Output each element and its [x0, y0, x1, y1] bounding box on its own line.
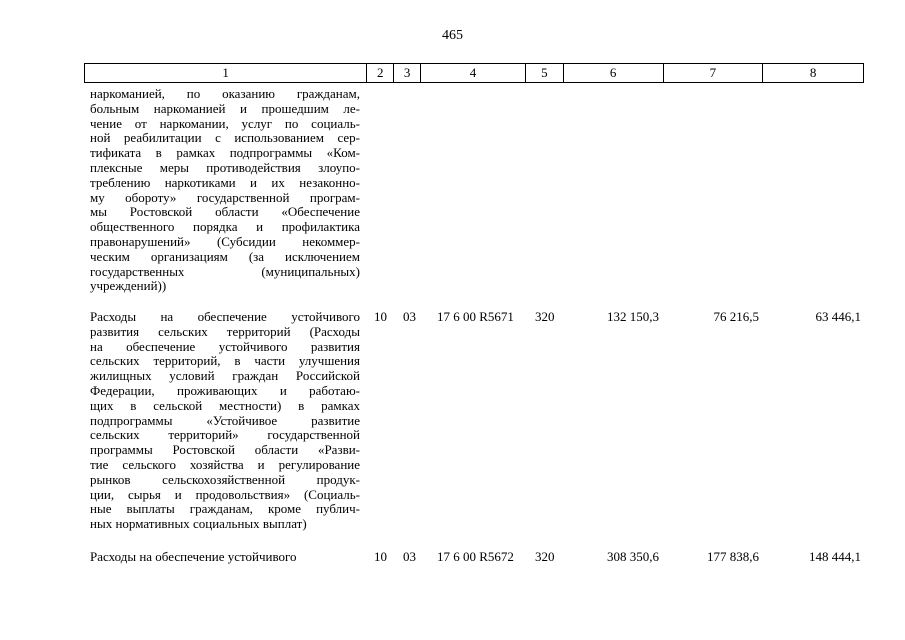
description-line: сельских территорий, в части улучшения	[90, 353, 360, 369]
description-line: Федерации, проживающих и работаю-	[90, 382, 360, 398]
cell-section: 10	[374, 309, 387, 324]
description-line: чение от наркомании, услуг по социаль-	[90, 115, 360, 131]
header-col-1: 1	[85, 64, 367, 82]
description-line: общественного порядка и профилактика	[90, 219, 360, 235]
description-line: сельских территорий» государственной	[90, 427, 360, 443]
header-col-4: 4	[421, 64, 526, 82]
cell-amount-2: 76 216,5	[713, 309, 759, 324]
cell-amount-3: 148 444,1	[809, 549, 861, 564]
cell-amount-3: 63 446,1	[815, 309, 861, 324]
description-line: плексные меры противодействия злоупо-	[90, 159, 360, 175]
description-line: подпрограммы «Устойчивое развитие	[90, 412, 360, 428]
cell-amount-total: 132 150,3	[607, 309, 659, 324]
description-line: государственных (муниципальных)	[90, 263, 360, 279]
table-header	[84, 63, 864, 83]
table-row-description	[90, 310, 360, 532]
description-line: ных нормативных социальных выплат)	[90, 516, 307, 532]
table-row-description	[90, 550, 360, 565]
description-line: жилищных условий граждан Российской	[90, 368, 360, 384]
description-line: ные выплаты гражданам, кроме публич-	[90, 501, 360, 517]
cell-subsection: 03	[403, 549, 416, 564]
description-line: учреждений))	[90, 278, 167, 294]
page-number: 465	[442, 28, 463, 43]
description-line: ной реабилитации с использованием сер-	[90, 130, 360, 146]
header-col-2: 2	[367, 64, 394, 82]
cell-subsection: 03	[403, 309, 416, 324]
description-line: наркоманией, по оказанию гражданам,	[90, 86, 360, 101]
cell-section: 10	[374, 549, 387, 564]
description-line: рынков сельскохозяйственной продук-	[90, 471, 360, 487]
description-line: Расходы на обеспечение устойчивого	[90, 549, 297, 564]
cell-target-article: 17 6 00 R5671	[437, 309, 514, 324]
table-row-description	[90, 87, 360, 294]
description-line: мы Ростовской области «Обеспечение	[90, 204, 360, 220]
description-line: больным наркоманией и прошедшим ле-	[90, 100, 360, 116]
cell-amount-total: 308 350,6	[607, 549, 659, 564]
header-col-8: 8	[809, 65, 817, 80]
description-line: треблению наркотиками и их незаконно-	[90, 174, 360, 190]
cell-expense-type: 320	[535, 309, 555, 324]
description-line: правонарушений» (Субсидии некоммер-	[90, 233, 360, 249]
description-line: ческим организациям (за исключением	[90, 248, 360, 264]
description-line: ции, сырья и продовольствия» (Социаль-	[90, 486, 360, 502]
description-line: тие сельского хозяйства и регулирование	[90, 456, 360, 472]
header-col-7: 7	[664, 64, 764, 82]
cell-amount-2: 177 838,6	[707, 549, 759, 564]
description-line: Расходы на обеспечение устойчивого	[90, 309, 360, 324]
cell-expense-type: 320	[535, 549, 555, 564]
description-line: му обороту» государственной програм-	[90, 189, 360, 205]
description-line: тификата в рамках подпрограммы «Ком-	[90, 145, 360, 161]
header-col-5: 5	[526, 64, 564, 82]
description-line: программы Ростовской области «Разви-	[90, 442, 360, 458]
header-col-6: 6	[564, 64, 664, 82]
description-line: на обеспечение устойчивого развития	[90, 338, 360, 354]
cell-target-article: 17 6 00 R5672	[437, 549, 514, 564]
header-col-3: 3	[394, 64, 421, 82]
description-line: развития сельских территорий (Расходы	[90, 323, 360, 339]
description-line: щих в сельской местности) в рамках	[90, 397, 360, 413]
